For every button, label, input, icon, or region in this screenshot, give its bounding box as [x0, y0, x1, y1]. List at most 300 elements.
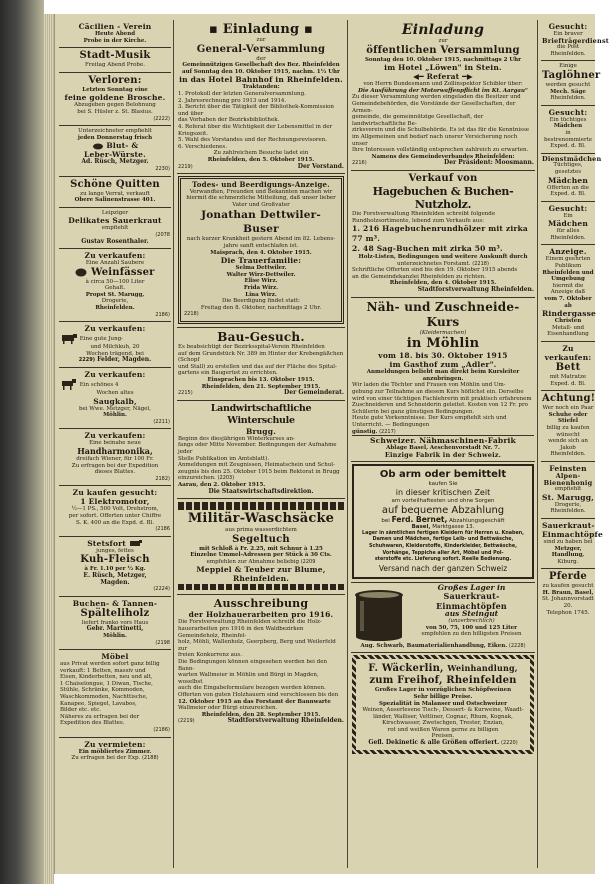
ad-text: mit Matratze [549, 374, 587, 380]
ad-title: Stadt-Musik [79, 50, 151, 62]
ad-text: sind zu haben bei [543, 538, 593, 545]
ad-text: Schriftliche Offerten sind bis den 19. Oktober 1915 abends [352, 267, 518, 274]
ad-number: (2188) [141, 755, 159, 762]
ad-gesucht-brieftraeger [541, 20, 609, 61]
ad-text: Rundholzsortimente, lebend zum Verkaufe aus: [352, 217, 485, 224]
ad-text: aus Privat werden sofort ganz billig [60, 661, 160, 668]
ad-heading: Todes- und Beerdigungs-Anzeige. [192, 180, 330, 190]
ad-text-row [352, 429, 534, 436]
ad-text: Vater und Großvater [232, 201, 290, 208]
ad-anzeige [541, 245, 595, 342]
ad-title: Cäcilien - Verein [78, 22, 152, 31]
ad-number: (2211) [153, 418, 170, 425]
ad-text: am vorteilhaftesten und ohne Sorgen [391, 497, 495, 504]
ad-title: der Holzhauerarbeiten pro 1916. [188, 610, 334, 620]
crock-pot-icon [352, 587, 406, 643]
ad-signature: Stadtforstverwaltung Rheinfelden. [417, 286, 534, 294]
ad-heading: Zu verkaufen: [84, 370, 146, 380]
ad-number: (2224) [153, 586, 170, 593]
ad-heading: Traktanden: [242, 84, 280, 91]
barrel-icon [75, 268, 87, 277]
ad-title: Verkauf von [408, 172, 478, 184]
ad-title: Weinhandlung, [447, 663, 518, 674]
ad-text: Zu erfragen bei der Exp. [71, 755, 141, 762]
ad-title: Handharmonika, [77, 446, 153, 456]
agenda-item: das Vorhaben der Bezirksbibliothek. [178, 117, 280, 124]
ad-text: H. Braun, Basel, [542, 589, 594, 596]
ad-title: Möbel [101, 652, 129, 662]
ad-signature: Der Präsident: Moosmann. [443, 159, 534, 167]
ad-text: nach kurzer Krankheit gestern Abend im 82. Lebens- [186, 236, 336, 243]
ad-text: (unzerbrechlich) [448, 617, 495, 624]
ad-text: Eisen, Kinderbetten, neu und alt, [60, 674, 153, 681]
ad-text: Propst St. Marugg, [85, 291, 145, 298]
agenda-item: 6. Verschiedenes. [178, 143, 227, 150]
ad-text-row [357, 524, 529, 531]
ad-text: Probe in der Kirche. [83, 37, 147, 44]
ad-text: Tüchtiges, gesetztes [553, 162, 583, 175]
ad-text: bei S. Hüsler z. St. Blasius. [77, 108, 153, 115]
ad-text: hauerarbeiten pro 1916 in den Waldbezirken Gemeindeholz, Rheinfel- [178, 626, 304, 639]
ad-list-item: 2. 48 Sag-Buchen mit zirka 50 m³. [352, 244, 503, 254]
ad-heading: Zu verkaufen: [544, 344, 592, 362]
ad-text-row [359, 740, 527, 747]
ad-weinfaesser [59, 249, 171, 322]
ad-text: Offerten an die [546, 184, 590, 191]
ad-text-block [60, 379, 170, 390]
ad-title: Militär-Waschsäcke [187, 511, 335, 527]
ad-signature: Aug. Schwarb, Baumaterialienhandlung, Eiken. [360, 642, 508, 649]
ad-text: bei [381, 517, 390, 524]
ad-text: Ablage Basel, Aeschenvorstadt Nr. 7. [386, 445, 500, 452]
ad-text: Vorhänge, Teppiche aller Art, Möbel und Pol- [382, 550, 504, 556]
ad-fleisch [59, 537, 171, 597]
ad-number: (2220) [501, 740, 518, 747]
ad-heading: Anzeige. [549, 247, 587, 257]
ad-text: einzureichen. [178, 475, 216, 482]
ad-abzahlung [351, 462, 535, 582]
ad-title: Schöne Quitten [70, 178, 160, 190]
column-1 [59, 20, 171, 868]
ad-text: bei Wwe. Metzger, Nägel, [78, 405, 152, 412]
ad-text: Ein schönes 4 [79, 382, 119, 389]
ad-title: Stetsfort [87, 538, 126, 548]
ad-text: Mädchen [553, 123, 583, 130]
ad-text: Ihre Interessen vollständig entsprechen zahlreich zu erwarten. [352, 147, 529, 154]
ad-signature: Die Staatswirtschaftsdirektion. [208, 487, 314, 495]
ad-text: St. Johannvorstadt 20. [542, 596, 594, 610]
ad-text-row [352, 261, 534, 268]
ad-text: in bestrenommierte [543, 129, 593, 143]
ad-title: Kuh-Fleisch [80, 554, 150, 566]
ad-text: Waschkommoden, Nachttische, [60, 694, 148, 701]
ad-title: Ausschreibung [213, 597, 309, 611]
ad-text: aus prima wasserdichtem [225, 527, 297, 534]
ad-text: Stelle Publikation im Amtsblatt). [178, 455, 270, 462]
book-spine [0, 0, 44, 884]
column-rule [537, 20, 538, 868]
ad-text: Schuhe oder Stiefel [548, 411, 588, 425]
cow-icon [60, 333, 78, 344]
installment-box [352, 464, 534, 578]
ad-text: Versand nach der ganzen Schweiz [378, 563, 508, 573]
ad-title: Mädchen [547, 175, 589, 185]
ad-text: zur [438, 38, 448, 44]
ad-text: Abzugeben gegen Belohnung [74, 102, 156, 109]
ad-naehkurs [351, 298, 535, 463]
ad-text: Marktgasse 13. [432, 524, 475, 531]
ad-text: Eine gute Jung- [79, 336, 124, 343]
ad-heading: Zu verkaufen: [84, 324, 146, 334]
ad-text: Ein möbliertes Zimmer. [78, 748, 152, 755]
page-edges [44, 14, 54, 884]
ad-title: Delikates Sauerkraut [68, 216, 162, 226]
ad-text: holz, Möhli, Wallenholz, Geerpberg, Berg und Weilerfeld zur [178, 639, 336, 652]
ad-number: 2215) [178, 390, 193, 397]
column-rule [173, 20, 174, 868]
ad-achtung [541, 391, 595, 462]
ad-text: Rheinfelden. [95, 305, 135, 312]
ad-signature-line [178, 390, 344, 397]
ad-einladung-generalversammlung [177, 20, 345, 174]
ox-icon [129, 540, 143, 548]
ad-signature: Magden. [100, 578, 130, 586]
ad-text: Heute gute Vorkenntnisse. Der Kurs empfiehlt sich und [352, 415, 507, 422]
ad-text: in dieser kritischen Zeit [395, 487, 491, 497]
ad-quitten [59, 177, 171, 208]
ad-dienstmaedchen [541, 154, 602, 202]
ad-bett [541, 342, 595, 391]
ad-text: Christen [554, 318, 582, 325]
ad-text: Aarau, den 2. Oktober 1915. [178, 481, 266, 488]
ad-text: Wir laden die Töchter und Frauen von Möhlin und Um- [352, 382, 506, 389]
ad-title: Verloren: [88, 74, 142, 86]
ad-text: vom 7. Oktober ab [544, 296, 592, 309]
ad-text: 1 Chaiselongue, 1 Diwan, Tische, [60, 680, 153, 687]
ad-text: zirksverein und die Schulbehörde. Es ist das für die Kenntnisse [352, 127, 530, 134]
ad-text: Gehalt. [104, 285, 126, 292]
ad-text: ½—1 PS., 500 Volt, Drehstrom, [71, 506, 159, 513]
ad-signature: Meppiel & Teuber zur Blume, [196, 565, 326, 575]
ad-text: per sofort. Offerten unter Chiffre [68, 512, 162, 519]
ad-text: Sehr billige Preise. [413, 693, 473, 700]
ad-todesanzeige [177, 174, 345, 328]
ad-text: gartens ein Baugerüst zu errichten. [178, 370, 278, 377]
ad-list-item: 1. 216 Hagebuchenrundhölzer mit zirka 77 m³. [352, 224, 528, 244]
ad-title-row: ▪ Einladung ▪ [208, 22, 314, 37]
ad-title: Einladung [222, 22, 300, 37]
ad-title: Leber-Würste. [84, 150, 146, 160]
ad-text-row [178, 559, 344, 566]
ad-number: (2198 [155, 639, 170, 646]
ad-text: Unterricht. — Bedingungen [352, 422, 430, 428]
ad-einmachtoepfe-kiburg [541, 519, 603, 569]
ad-heading: Zu vermieten: [84, 739, 146, 749]
ad-number: (2078 [155, 231, 170, 238]
ad-number: (2186 [155, 526, 170, 533]
ad-title: Näh- und Zuschneide-Kurs [366, 299, 520, 329]
ad-title-part: Blut- & [106, 141, 139, 151]
ad-title-part: Weinfässer [91, 266, 155, 278]
ad-text: Kirschwasser, Zwetschgen, Trester, Enzian, [382, 720, 504, 727]
ad-signature: Der Vorstand. [297, 162, 344, 170]
pig-icon [92, 143, 104, 150]
ad-text: Ein tüchtiges [549, 116, 587, 123]
ad-signature: Stadtforstverwaltung Rheinfelden. [227, 717, 344, 725]
ad-text: im Allgemeinen und bedarf nach unsrer Versicherung noch unser [352, 133, 518, 147]
ad-text: Großes Lager in vorzüglichen Schöpfweinen [374, 687, 512, 694]
ad-text: Offerten von guten Holzhauern sind verschlossen bis den [178, 692, 339, 698]
ad-text: Freitag Abend Probe. [85, 62, 145, 69]
ad-title: Sauerkraut-Einmachtöpfen [436, 591, 507, 612]
ad-signature: Schweizer. Nähmaschinen-Fabrik [352, 435, 534, 445]
ad-number: 2182) [155, 475, 170, 482]
family-member: Selma Dettwiler. [235, 265, 287, 272]
ad-title-row [359, 662, 527, 675]
obituary-frame [178, 176, 344, 324]
ad-text: Heute Abend [94, 31, 136, 37]
ad-title: aus Steingut [444, 609, 499, 619]
ad-title: Bett [555, 362, 581, 373]
ad-signature-line [352, 160, 534, 167]
ad-saugkalb [59, 368, 171, 429]
ad-text: Telephon 1745. [546, 609, 590, 616]
ad-number: (2222) [153, 115, 170, 122]
ad-title: Saugkalb, [93, 396, 137, 406]
ad-text: Drogerie, Rheinfelden. [550, 501, 586, 515]
ad-text: Einzige Fabrik in der Schweiz. [384, 450, 502, 459]
ad-title: Buchen- & Tannen- [72, 598, 158, 608]
ad-text: Einzelne Ummel-Adressen per Stück à 30 Cts. [190, 552, 332, 559]
ad-text: Kanapee, Spiegel, Lavabos, [60, 700, 137, 707]
ad-title: 1 Elektromotor, [80, 497, 150, 507]
ad-signature-line [60, 357, 170, 364]
ad-number: 2229) [78, 357, 95, 364]
ad-text-row [352, 643, 534, 650]
ad-title: im Gasthof zum „Adler". [389, 360, 497, 370]
ad-title: öffentlichen Versammlung [366, 44, 520, 56]
ad-text: Rheinfelden und Umgebung [542, 269, 594, 283]
ad-text: Holz-Listen, Bedingungen und weitere Auskunft durch [358, 254, 528, 261]
ad-title: Rindergasse [542, 309, 597, 319]
ad-text: Lager in sämtlichen fertigen Kleidern für Herren u. Knaben, [362, 530, 524, 536]
ad-text: Basel, [411, 524, 431, 531]
family-member: Walter Wirz-Dettwiler. [226, 271, 296, 278]
ad-sauerkraut [59, 208, 171, 249]
ad-text: für alles [556, 228, 580, 235]
ad-title [60, 141, 170, 150]
ad-text: auf Sonntag den 10. Oktober 1915, nachm. 1½ Uhr [182, 68, 340, 75]
ad-text: zu kaufen gesucht [542, 583, 594, 590]
ad-text: Eine beinahe neue [89, 440, 141, 447]
ad-text: Zuschneideren und Schneiderin geleitet. Kosten von 12 Fr. pro [352, 402, 528, 409]
ad-heading: Gesucht: [548, 107, 588, 117]
ad-text: 12. Oktober 1915 an das Forstamt der Bannwarte [178, 698, 331, 705]
ad-text: Näheres zu erfragen bei der [60, 713, 140, 720]
ad-heading: Die Trauerfamilie: [220, 256, 302, 266]
ad-title: zum Freihof, Rheinfelden [369, 675, 517, 687]
ad-text: der [256, 55, 266, 62]
ornamental-frame [352, 655, 534, 753]
ad-text: und Milchkuh, 20 [90, 344, 140, 351]
ad-text: à Fr. 1.10 per ½ Kg. [84, 566, 146, 573]
ad-text: sterstoffe etc. Lieferung sofort. Reelle Bedienung. [374, 557, 512, 563]
ad-text: hiermit die Anzeige daß [550, 282, 586, 296]
ad-title: in Möhlin [406, 336, 480, 352]
ad-text: Wochen altes [96, 390, 134, 397]
ad-text: Rheinfelden, den 5. Oktober 1915. [207, 156, 315, 163]
ad-text: im Hotel „Löwen" in Stein. [384, 63, 502, 73]
ad-holzhauer [177, 595, 345, 728]
ad-text: Gemeindebehörden, die Vorstände der Gesellschaften, der Armen- [352, 100, 516, 114]
column-rule [347, 20, 348, 868]
ad-signature: Gefl. Dekinetic & alle Größen offeriert. [368, 739, 500, 747]
ad-heading: Zu kaufen gesucht: [72, 488, 158, 498]
ad-title [60, 267, 170, 279]
ad-heading-row: ◀━ Referat ━▶ [413, 72, 473, 82]
ad-number: (2186) [153, 727, 170, 734]
ad-text: à circa 50—100 Liter [85, 278, 145, 285]
ad-title: F. Wäckerlin, [368, 663, 444, 675]
ad-holzverkauf [351, 171, 535, 298]
ad-text: Anmeldungen mit Zeugnissen, Heimatschein und Schul- [178, 462, 335, 469]
ad-text: kaufen Sie [428, 481, 458, 488]
ad-text: Ein [563, 212, 573, 219]
family-member: Frida Wirz. [243, 285, 279, 292]
ad-text: Leipziger [101, 209, 129, 216]
ad-text: Unterzeichneter empfiehlt [78, 128, 152, 135]
ad-signature: E. Rüsch, Metzger, [83, 571, 147, 579]
ad-title: Bau-Gesuch. [217, 330, 305, 344]
ad-title: Ob arm oder bemittelt [379, 469, 507, 481]
ad-text: und Stall) zu erstellen und das auf der Fläche des Spital- [178, 363, 337, 370]
ad-text: empfehlen zu den billigsten Preisen [421, 631, 522, 638]
ad-text-row [60, 755, 170, 762]
ad-text: Rheinfelden. [550, 234, 586, 241]
ad-text: Kiburg. [557, 558, 579, 565]
ad-text: Freitag den 8. Oktober, nachmittags 2 Uhr. [200, 304, 322, 311]
ad-signature: Der Gemeinderat. [284, 389, 344, 397]
ad-text: empfehlen zur Abnahme beliebig [206, 558, 299, 565]
ad-signature: St. Marugg, [542, 492, 594, 502]
ad-text: Ein braver [553, 31, 583, 37]
ad-text: warten Wallmeier in Möhlin und Bürgi in Magden, woselbst [178, 672, 319, 685]
ad-holz [59, 597, 171, 650]
ad-text: verkauft: 1 Betten, massiv und [60, 667, 146, 674]
ad-heading: Achtung! [542, 393, 596, 405]
ad-title: Feinsten [549, 463, 587, 473]
ad-harmonika [59, 429, 171, 486]
ad-text: Einem geehrten Publikum [545, 256, 591, 270]
ad-number: 2218) [184, 311, 199, 318]
ad-number: (2203) [217, 475, 235, 482]
ad-taglohner [541, 61, 601, 105]
ad-jungkuh [59, 322, 171, 368]
agenda-item: 1. Protokoll der letzten Generalversammlung. [178, 90, 306, 97]
ad-text: dieses Blattes. [94, 469, 136, 476]
ad-text: zur [256, 37, 266, 43]
ad-text: (Kleidermachen) [419, 329, 467, 336]
ad-text: die Post [556, 44, 580, 51]
ad-title: Hagebuchen & Buchen-Nutzholz. [372, 184, 514, 211]
calf-icon [60, 379, 78, 390]
ad-number: 2186) [155, 311, 170, 318]
ad-text: Rheinfelden, den 28. September 1915. [201, 711, 321, 718]
ad-wurst [59, 126, 171, 176]
ad-title: Alpen-Bienenhonig [543, 471, 593, 487]
ad-moebel [59, 650, 171, 738]
ad-text: Exped. d. Bl. [550, 380, 586, 387]
ad-text: Abzahlungsgeschäft [449, 517, 505, 524]
ad-text: Rheinfelden, den 21. September 1915. [201, 383, 321, 390]
ad-text: Anmeldungen beliebt man direkt beim Kursleiter anzubringen. [366, 369, 520, 382]
ad-text: wende sich an Jakob [548, 438, 588, 451]
ad-title: Dienstmädchen [542, 154, 602, 163]
ad-text: freien Konkurrenz aus. [178, 652, 243, 659]
column-2 [177, 20, 345, 868]
ad-text: mit Schloß à Fr. 2.25, mit Schnur à 1.25 [199, 545, 323, 552]
agenda-item: 3. Bericht über die Tätigkeit der Bibliothek-Kommission und über [178, 104, 334, 117]
ad-signature: Gebr. Martinetti, [86, 625, 144, 633]
ad-text: Letzten Sonntag eine [82, 86, 148, 93]
column-4 [541, 20, 609, 868]
ad-number: 2230) [155, 165, 170, 172]
ad-text: unterzeichnetes Forstamt. [397, 260, 471, 267]
ad-text: Möhlin. [103, 632, 127, 639]
ad-text: Gemeinnützigen Gesellschaft des Bez. Rheinfelden [182, 62, 340, 69]
ad-text: Die Forstverwaltung Rheinfelden schreibt die Holz- [178, 619, 322, 626]
ad-title: Pferde [548, 571, 587, 583]
ad-text: zeugnis bis den 25. Oktober 1915 beim Rektorat in Brugg [178, 468, 340, 475]
ad-text: Exped. d. Bl. [550, 191, 586, 198]
ad-title: vom 18. bis 30. Oktober 1915 [378, 351, 508, 361]
ad-text: jahre sanft entschlafen ist. [223, 243, 299, 250]
ad-text: dreifach Wiener, für 100 Fr. [76, 456, 154, 462]
ad-text: Rheinfelden, den 4. Oktober 1915. [389, 280, 497, 287]
ad-text: Beginn des diesjährigen Winterkurses an- [178, 435, 295, 442]
ad-heading: Referat [426, 72, 460, 82]
ad-text: Namens des Gemeindeverbandes Rheinfelden: [371, 153, 515, 160]
ad-number: (2217) [379, 428, 396, 435]
ad-text: Zu dieser Versammlung werden eingeladen die Besitzer und [352, 94, 521, 101]
ad-number: 2216) [352, 160, 367, 167]
column-3 [351, 20, 535, 868]
ad-text: Mech. Säge [550, 88, 586, 95]
agenda-item: 2. Jahresrechnung pro 1913 und 1914. [178, 97, 287, 104]
ad-text: auch die Eingabeformulare bezogen werden können. [178, 685, 326, 692]
ad-text: Schülerin bei ganz günstigen Bedingungen. [352, 408, 475, 415]
ad-text: günstig. [352, 428, 378, 435]
ad-text: Preisen. [431, 733, 455, 740]
ad-text: Die Bedingungen können eingesehen werden bei den Bann- [178, 659, 327, 672]
ad-baugesuch [177, 328, 345, 401]
ad-text-block [60, 333, 170, 344]
ad-heading: Einige [559, 63, 577, 70]
decorative-border [178, 502, 344, 510]
ad-text: Zu zahlreichem Besuche ladet ein [213, 150, 309, 157]
ad-text: billig zu kaufen wünscht [546, 424, 590, 438]
ad-text: von 50, 75, 100 und 125 Liter [425, 624, 518, 631]
ad-text: von Herrn Bundesmann und Zollinspektor Schibler über: [363, 81, 523, 88]
ad-title: Landwirtschaftliche Winterschule [210, 402, 312, 426]
ad-text: fangs oder Mitte November. Bedingungen der Aufnahme jeder [178, 442, 337, 455]
ad-text: Rheinfelden. [550, 50, 586, 57]
ad-text: feine goldene Brosche. [64, 93, 166, 103]
ad-text: Wochen trägend, bei [86, 350, 144, 357]
ad-text: Schuhwaren, Kleiderstoffe, Kinderkleider, Bettwäsche, [369, 543, 517, 549]
ad-pferde [541, 569, 595, 619]
ad-number: (2209 [300, 558, 316, 565]
